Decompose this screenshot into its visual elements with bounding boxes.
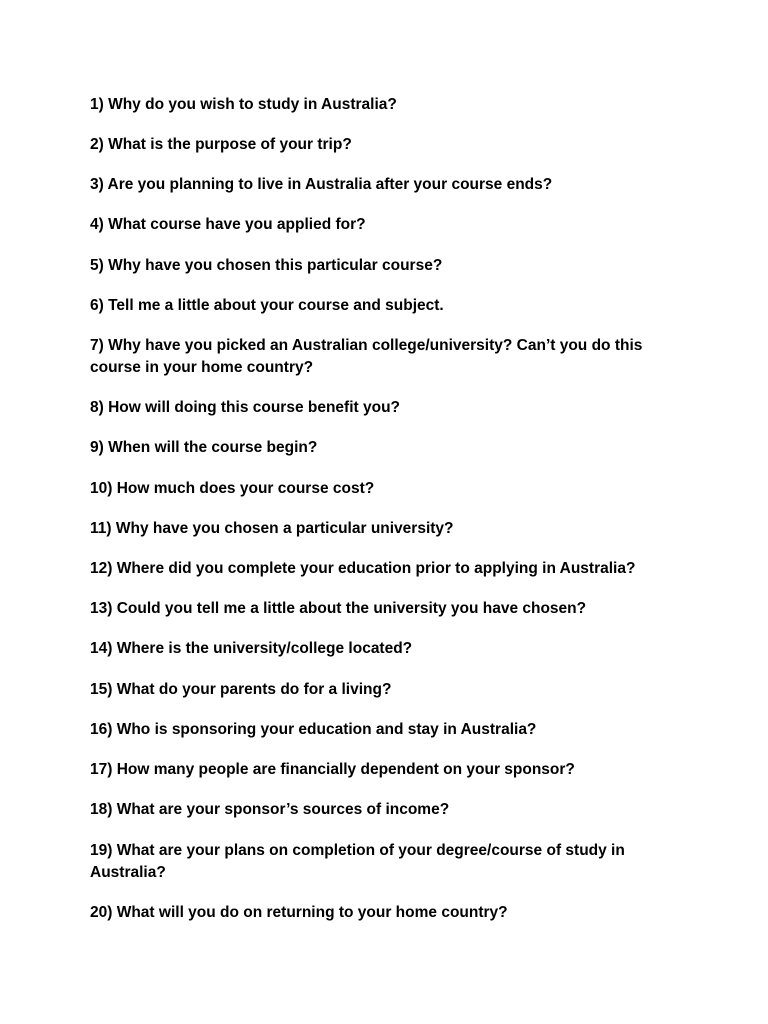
question-17: 17) How many people are financially dependent on your sponsor? [90,761,575,778]
question-19: 19) What are your plans on completion of your degree/course of study in Australia? [90,842,625,881]
question-12: 12) Where did you complete your education prior to applying in Australia? [90,560,636,577]
question-11: 11) Why have you chosen a particular university? [90,520,454,537]
question-1: 1) Why do you wish to study in Australia? [90,96,397,113]
question-15: 15) What do your parents do for a living? [90,681,392,698]
question-8: 8) How will doing this course benefit you? [90,399,401,416]
question-7: 7) Why have you picked an Australian college/university? Can’t you do this course in your home country? [90,337,643,376]
question-3: 3) Are you planning to live in Australia after your course ends? [90,176,553,193]
question-6: 6) Tell me a little about your course and subject. [90,297,444,314]
question-13: 13) Could you tell me a little about the university you have chosen? [90,600,587,617]
question-4: 4) What course have you applied for? [90,216,366,233]
question-14: 14) Where is the university/college located? [90,640,413,657]
question-5: 5) Why have you chosen this particular course? [90,257,443,274]
question-18: 18) What are your sponsor’s sources of income? [90,801,450,818]
question-9: 9) When will the course begin? [90,439,318,456]
question-20: 20) What will you do on returning to your home country? [90,904,508,921]
question-2: 2) What is the purpose of your trip? [90,136,352,153]
question-16: 16) Who is sponsoring your education and stay in Australia? [90,721,537,738]
question-10: 10) How much does your course cost? [90,480,375,497]
